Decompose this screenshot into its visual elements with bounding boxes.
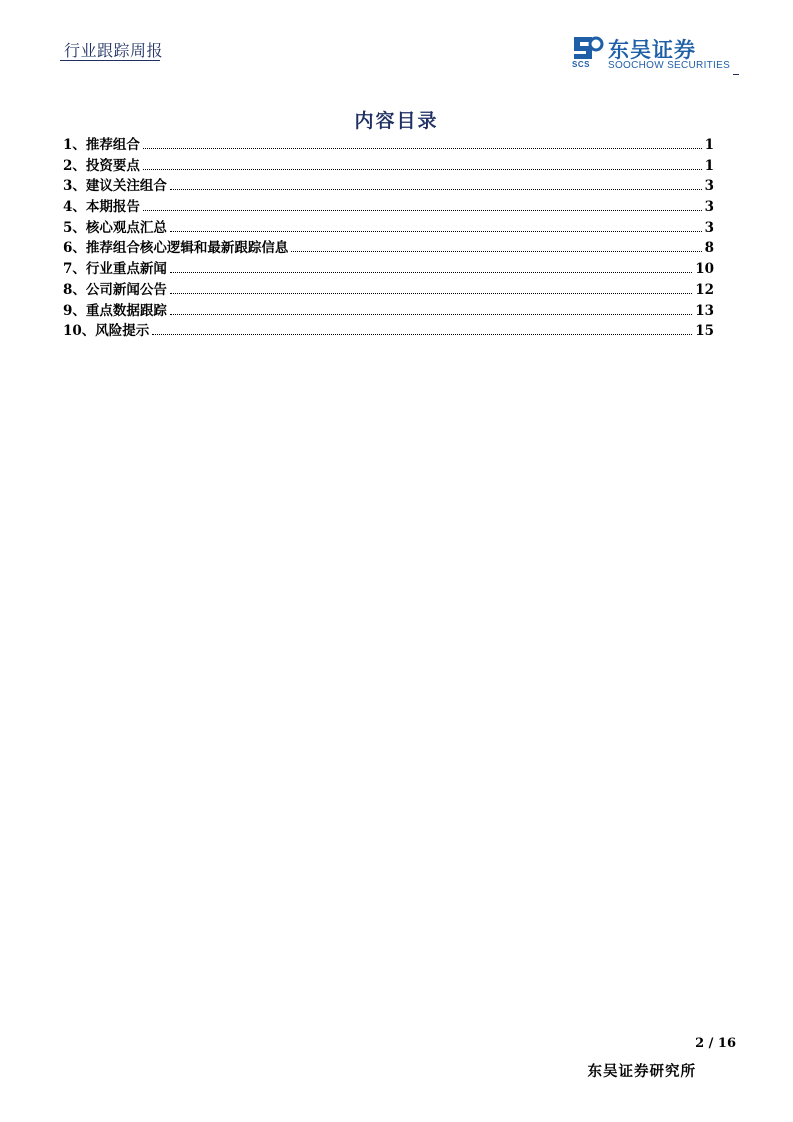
toc-dot-leader: [143, 158, 702, 170]
toc-dot-leader: [143, 137, 702, 149]
toc-dot-leader: [170, 178, 702, 190]
toc-entry-page: 15: [695, 323, 714, 340]
logo-english-name: SOOCHOW SECURITIES: [608, 60, 731, 71]
toc-entry-label: 4、本期报告: [63, 199, 140, 216]
toc-entry[interactable]: [63, 319, 714, 340]
toc-entry-label: 8、公司新闻公告: [63, 281, 167, 298]
toc-entry[interactable]: [63, 299, 714, 320]
toc-entry[interactable]: [63, 216, 714, 237]
toc-dot-leader: [170, 220, 702, 232]
header-underline: [60, 60, 160, 61]
toc-entry-label: 6、推荐组合核心逻辑和最新跟踪信息: [63, 240, 289, 257]
toc-entry[interactable]: [63, 154, 714, 175]
toc-entry-label: 2、投资要点: [63, 157, 140, 174]
toc-dot-leader: [170, 303, 692, 315]
toc-dot-leader: [291, 240, 701, 252]
logo-chinese-name: 东吴证券: [608, 38, 696, 62]
toc-entry-label: 10、风险提示: [63, 323, 150, 340]
toc-entry-label: 7、行业重点新闻: [63, 261, 167, 278]
toc-entry[interactable]: [63, 174, 714, 195]
toc-entry-page: 8: [704, 240, 714, 257]
report-type-label: 行业跟踪周报: [64, 41, 164, 60]
toc-entry[interactable]: [63, 195, 714, 216]
toc-dot-leader: [170, 261, 692, 273]
toc-entry[interactable]: [63, 257, 714, 278]
table-of-contents: [63, 133, 714, 340]
company-logo: [570, 33, 740, 75]
toc-entry-page: 3: [704, 199, 714, 216]
toc-entry-label: 1、推荐组合: [63, 137, 140, 153]
toc-entry-page: 13: [695, 302, 714, 319]
logo-abbreviation: SCS: [572, 60, 590, 69]
header-dash: [733, 74, 739, 75]
toc-entry-page: 3: [704, 219, 714, 236]
toc-dot-leader: [170, 282, 692, 294]
toc-entry-label: 9、重点数据跟踪: [63, 302, 167, 319]
toc-dot-leader: [152, 323, 692, 335]
page-indicator: 2 / 16: [695, 1036, 736, 1051]
toc-entry[interactable]: [63, 133, 714, 154]
footer-organization: 东吴证券研究所: [587, 1063, 696, 1080]
toc-title: 内容目录: [354, 110, 439, 132]
toc-entry-page: 3: [704, 178, 714, 195]
toc-entry[interactable]: [63, 278, 714, 299]
toc-entry-page: 12: [695, 281, 714, 298]
toc-entry-page: 1: [704, 157, 714, 174]
toc-entry-label: 5、核心观点汇总: [63, 219, 167, 236]
toc-entry[interactable]: [63, 236, 714, 257]
toc-entry-page: 10: [695, 261, 714, 278]
toc-dot-leader: [143, 199, 702, 211]
toc-entry-page: 1: [704, 137, 714, 153]
toc-entry-label: 3、建议关注组合: [63, 178, 167, 195]
